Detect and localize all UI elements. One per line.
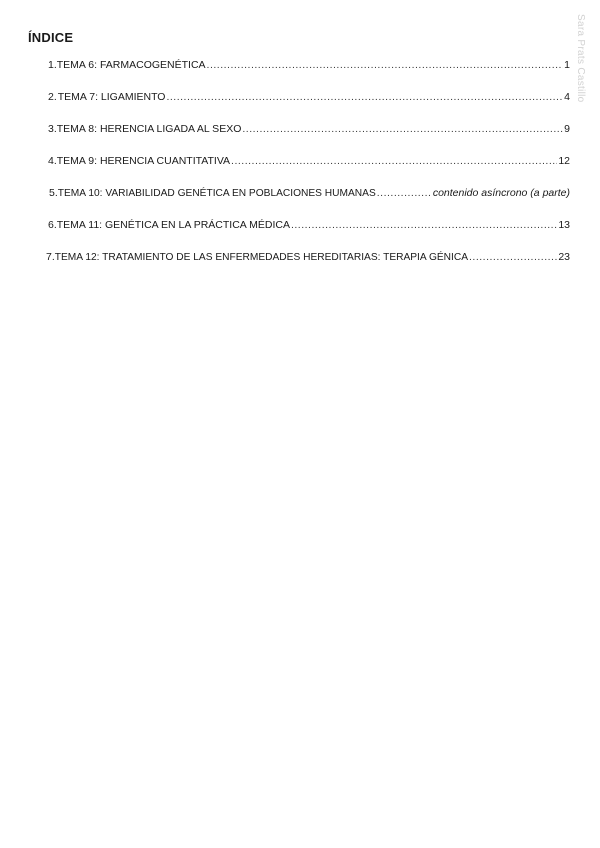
dot-leader — [231, 155, 557, 167]
toc-entry[interactable] — [48, 123, 570, 137]
toc-entry-page: 12 — [558, 155, 570, 167]
dot-leader — [242, 123, 563, 135]
toc-entry-title: TEMA 12: TRATAMIENTO DE LAS ENFERMEDADES HEREDITARIAS: TERAPIA GÉNICA — [54, 252, 469, 263]
toc-entry-page: contenido asíncrono (a parte) — [432, 187, 570, 199]
toc-entry-title: TEMA 7: LIGAMIENTO — [57, 91, 166, 103]
toc-entry[interactable] — [48, 59, 570, 73]
toc-entry[interactable] — [48, 219, 570, 233]
toc-entry-number: 7. — [46, 251, 55, 263]
toc-entry-page: 4 — [564, 91, 570, 103]
dot-leader — [291, 219, 557, 231]
toc-entry-title: TEMA 9: HERENCIA CUANTITATIVA — [56, 155, 231, 167]
toc-entry-page: 23 — [558, 251, 570, 263]
toc-entry[interactable] — [46, 251, 570, 265]
toc-entry-number: 4. — [48, 155, 57, 167]
toc-entry-number: 5. — [49, 187, 58, 199]
index-heading: ÍNDICE — [28, 30, 74, 45]
toc-entry-title: TEMA 11: GENÉTICA EN LA PRÁCTICA MÉDICA — [56, 219, 290, 231]
toc-entry[interactable] — [48, 91, 570, 105]
dot-leader — [377, 187, 432, 199]
dot-leader — [469, 251, 557, 263]
toc-entry-number: 6. — [48, 219, 57, 231]
toc-entry-page: 1 — [564, 59, 570, 71]
toc-entry-number: 1. — [48, 59, 57, 71]
author-watermark: Sara Prats Castillo — [575, 14, 586, 103]
dot-leader — [207, 59, 564, 71]
dot-leader — [166, 91, 563, 103]
toc-entry[interactable] — [48, 155, 570, 169]
toc-entry-page: 13 — [558, 219, 570, 231]
toc-entry-number: 2. — [48, 91, 57, 103]
toc-entry-number: 3. — [48, 123, 57, 135]
toc-entry-page: 9 — [564, 123, 570, 135]
toc-entry-title: TEMA 10: VARIABILIDAD GENÉTICA EN POBLACIONES HUMANAS — [57, 188, 376, 199]
toc-entry[interactable] — [49, 187, 570, 201]
toc-entry-title: TEMA 8: HERENCIA LIGADA AL SEXO — [56, 123, 242, 135]
toc-entry-title: TEMA 6: FARMACOGENÉTICA — [56, 59, 206, 71]
